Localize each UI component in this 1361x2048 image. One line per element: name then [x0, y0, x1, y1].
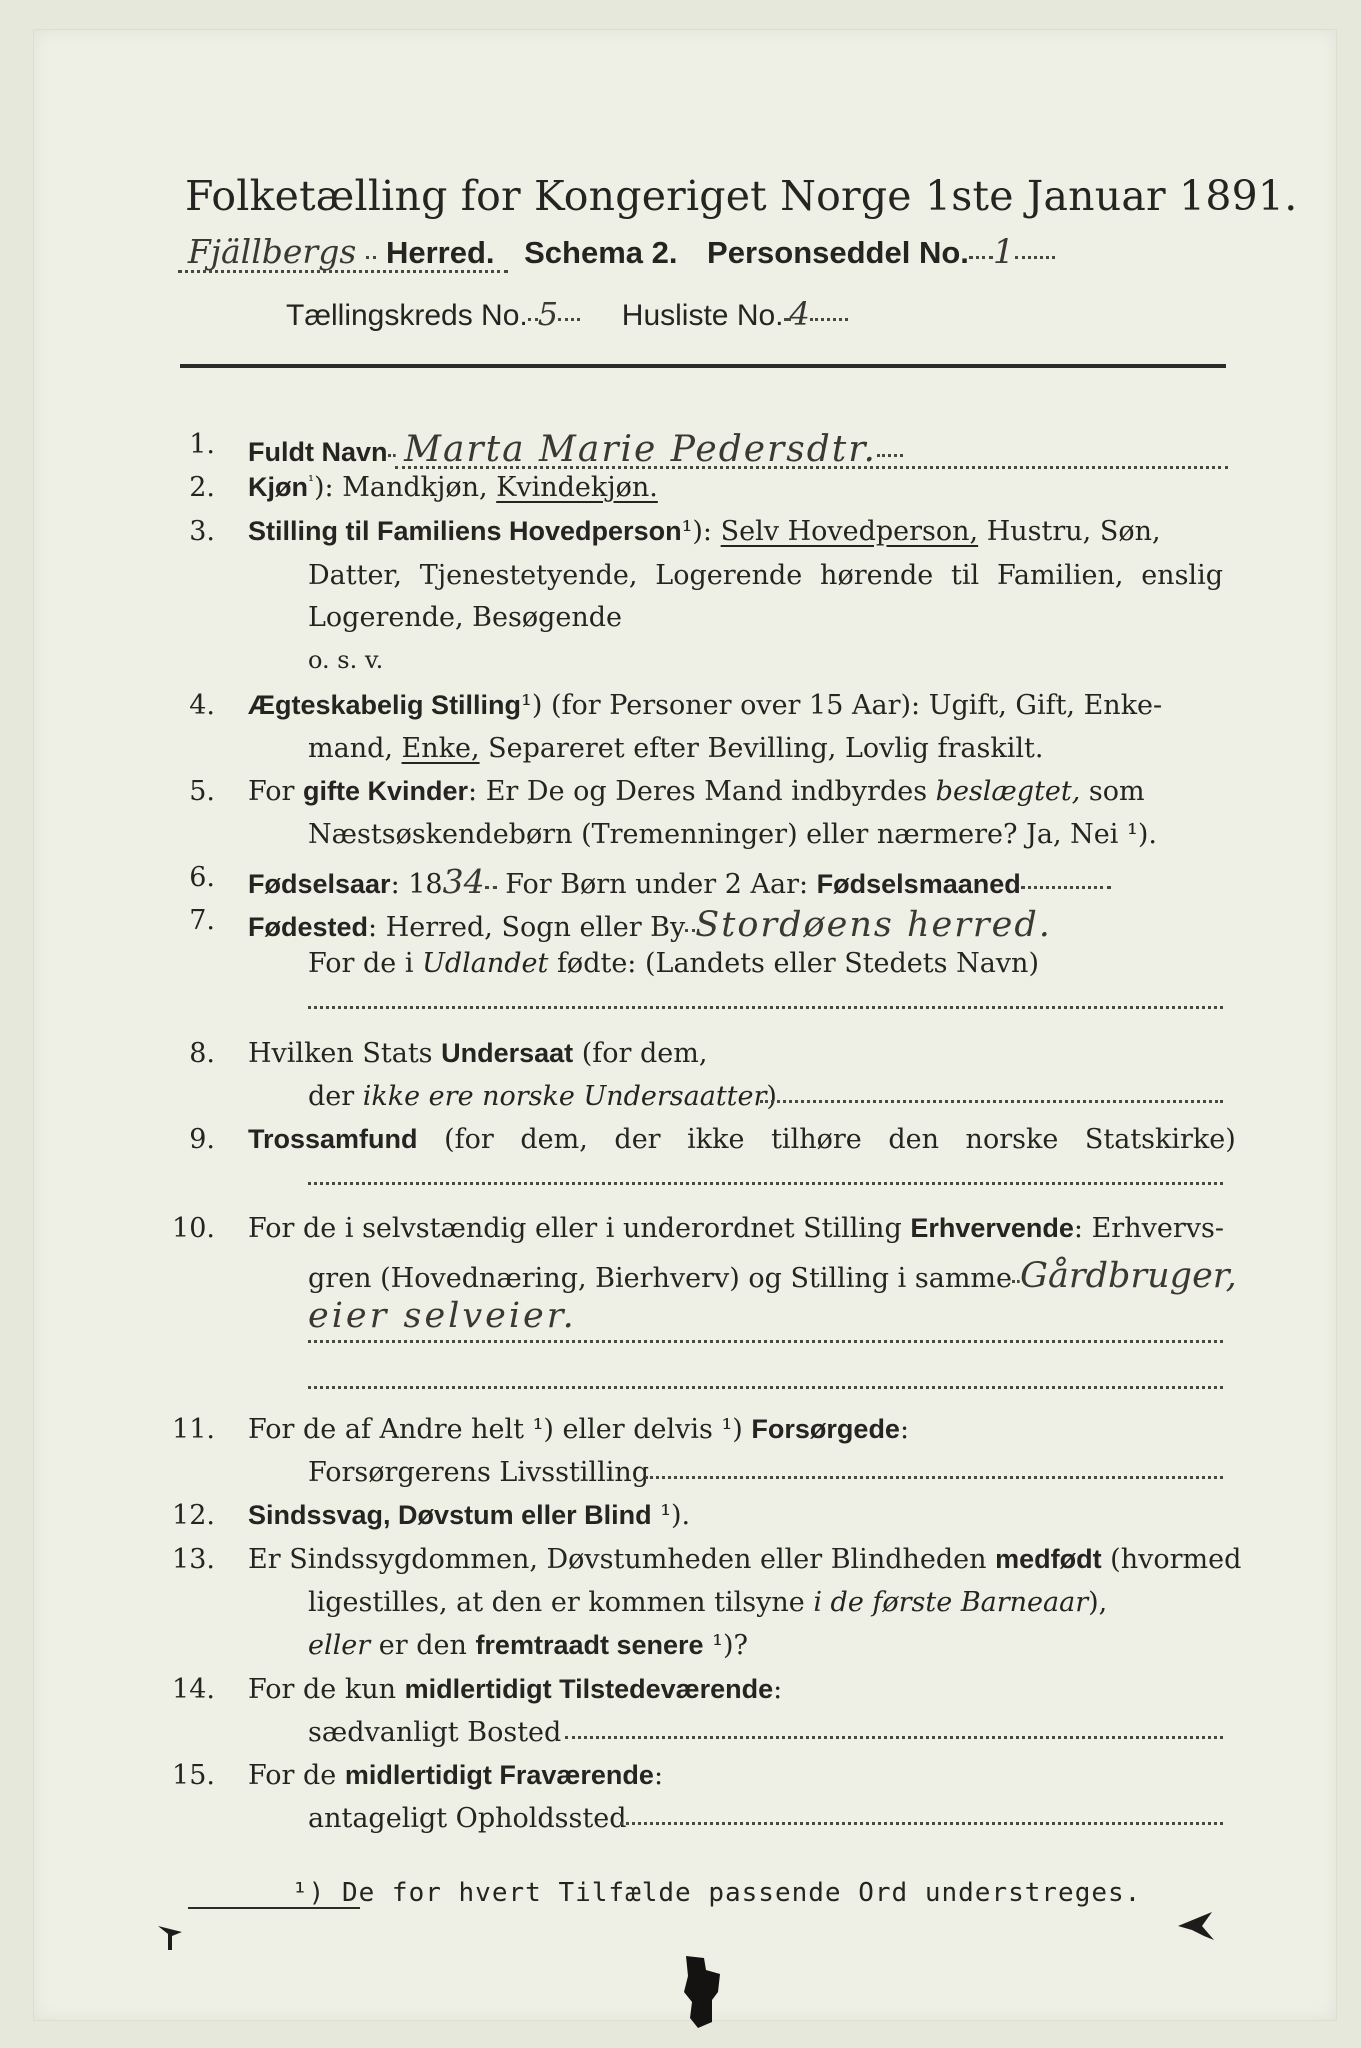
q12-text-a: ¹). — [651, 1500, 691, 1531]
q7-number: 7. — [189, 905, 215, 936]
registration-mark-right — [1174, 1906, 1224, 1946]
q13-line2-a: ligestilles, at den er kommen tilsyne — [308, 1587, 814, 1618]
q9-text-a: (for dem, der ikke tilhøre den norske Statskirke) — [417, 1124, 1236, 1155]
q13-text-b: (hvormed — [1101, 1544, 1242, 1575]
q5-text-a: : Er De og Deres Mand indbyrdes — [468, 776, 936, 807]
q11-text-a: For de af Andre helt ¹) eller delvis ¹) — [248, 1414, 752, 1445]
schema-label: Schema 2. — [524, 235, 678, 270]
q15-text-a: For de — [248, 1760, 345, 1791]
q12-number: 12. — [172, 1500, 215, 1531]
q13-line2-b: ), — [1088, 1587, 1108, 1618]
q8-line2-a: der — [308, 1081, 363, 1112]
header-line-2 — [286, 295, 848, 333]
q15-line2: antageligt Opholdssted — [308, 1803, 627, 1834]
q7-line2-b: fødte: (Landets eller Stedets Navn) — [548, 948, 1039, 979]
q3-text-a: ¹): — [681, 516, 721, 547]
q8-text-b: (for dem, — [573, 1038, 708, 1069]
q10-dotline-2 — [308, 1386, 1223, 1389]
q15-row — [248, 1760, 663, 1791]
q8-text-a: Hvilken Stats — [248, 1038, 442, 1069]
q13-text-a: Er Sindssygdommen, Døvstumheden eller Blindheden — [248, 1544, 996, 1575]
q8-number: 8. — [189, 1038, 215, 1069]
q10-text-b: : Erhvervs- — [1073, 1213, 1224, 1244]
q14-line2: sædvanligt Bosted — [308, 1717, 562, 1748]
q4-row — [248, 690, 1162, 721]
q13-line3-label: fremtraadt senere — [475, 1630, 704, 1660]
q14-dotline — [565, 1736, 1223, 1739]
q14-text-a: For de kun — [248, 1674, 405, 1705]
q3-line-2: Datter, Tjenestetyende, Logerende hørende til Familien, enslig — [308, 560, 1223, 591]
q6-number: 6. — [189, 862, 215, 893]
q13-number: 13. — [172, 1544, 215, 1575]
q1-value: Marta Marie Pedersdtr. — [404, 429, 877, 470]
q6-label-b: Fødselsmaaned — [816, 869, 1021, 899]
q7-label: Fødested — [248, 912, 369, 942]
q11-dotline — [645, 1476, 1223, 1479]
q13-line3-italic: eller — [308, 1630, 371, 1661]
q6-text-a: : 18 — [390, 869, 443, 900]
q3-label: Stilling til Familiens Hovedperson — [248, 516, 682, 546]
q5-label: gifte Kvinder — [303, 776, 469, 806]
q4-line-2 — [308, 733, 1043, 764]
q14-line-2 — [308, 1717, 561, 1748]
q2-label: Kjøn — [248, 472, 308, 502]
header-rule — [180, 364, 1226, 368]
q10-row — [248, 1213, 1224, 1244]
q3-text-b: Hustru, Søn, — [978, 516, 1161, 547]
q13-line-2 — [308, 1587, 1107, 1618]
q7-line2-italic: Udlandet — [422, 948, 549, 979]
q7-value: Stordøens herred. — [695, 905, 1052, 945]
q1-label: Fuldt Navn — [248, 437, 388, 467]
q8-line-2 — [308, 1081, 777, 1112]
q11-line2: Forsørgerens Livsstilling — [308, 1457, 650, 1488]
q1-dotline — [395, 466, 1228, 469]
q13-label: medfødt — [995, 1544, 1102, 1574]
herred-label: Herred. — [385, 235, 495, 270]
q7-line2-a: For de i — [308, 948, 423, 979]
q15-text-b: : — [653, 1760, 664, 1791]
q2-underlined: Kvindekjøn. — [496, 472, 658, 503]
q9-dotline — [308, 1182, 1223, 1185]
q2-sup: ¹ — [308, 472, 315, 490]
q7-row — [248, 905, 1052, 945]
q4-text-a: ¹) (for Personer over 15 Aar): Ugift, Gift, Enke- — [521, 690, 1163, 721]
q9-row — [248, 1124, 1236, 1155]
q11-number: 11. — [172, 1414, 215, 1445]
q10-number: 10. — [172, 1213, 215, 1244]
q2-text: ): Mandkjøn, — [314, 472, 497, 503]
q8-dotline — [760, 1100, 1223, 1103]
q11-row — [248, 1414, 909, 1445]
q10-line-3 — [308, 1296, 577, 1336]
q4-line2-b: Separeret efter Bevilling, Lovlig fraskilt. — [479, 733, 1044, 764]
q12-label: Sindssvag, Døvstum eller Blind — [248, 1500, 652, 1530]
q7-line-2 — [308, 948, 1039, 979]
q2-row — [248, 472, 658, 503]
herred-dotline — [178, 270, 508, 273]
q4-underlined: Enke, — [401, 733, 480, 764]
q13-line-3 — [308, 1630, 748, 1661]
q14-label: midlertidigt Tilstedeværende — [404, 1674, 774, 1704]
q6-row — [248, 862, 1111, 901]
q8-label: Undersaat — [441, 1038, 574, 1068]
husliste-value: 4 — [789, 295, 810, 333]
q5-number: 5. — [189, 776, 215, 807]
q10-value-a: Gårdbruger, — [1020, 1256, 1237, 1296]
q10-line2: gren (Hovednæring, Bierhverv) og Stilling i samme — [308, 1263, 1013, 1294]
q4-line2-a: mand, — [308, 733, 402, 764]
q10-dotline-1 — [308, 1340, 1223, 1343]
herred-value: Fjällbergs — [187, 232, 357, 271]
q5-line-2: Næstsøskendebørn (Tremenninger) eller nærmere? Ja, Nei ¹). — [308, 819, 1157, 850]
q14-row — [248, 1674, 782, 1705]
q1-number: 1. — [189, 429, 215, 460]
q13-line3-b: ¹)? — [703, 1630, 748, 1661]
q3-line-4: o. s. v. — [308, 646, 384, 674]
q12-row — [248, 1500, 690, 1531]
registration-mark-left — [152, 1910, 194, 1952]
header-line-1 — [178, 232, 1055, 272]
q15-label: midlertidigt Fraværende — [344, 1760, 654, 1790]
q15-line-2 — [308, 1803, 627, 1834]
q3-number: 3. — [189, 516, 215, 547]
q7-text-a: : Herred, Sogn eller By — [368, 912, 686, 943]
personseddel-value: 1 — [992, 232, 1015, 272]
q10-value-b: eier selveier. — [308, 1296, 577, 1336]
q10-text-a: For de i selvstændig eller i underordnet Stilling — [248, 1213, 911, 1244]
q11-text-b: : — [899, 1414, 910, 1445]
q14-number: 14. — [172, 1674, 215, 1705]
q6-text-b: For Børn under 2 Aar: — [496, 869, 817, 900]
kreds-label: Tællingskreds No. — [286, 299, 528, 332]
q4-number: 4. — [189, 690, 215, 721]
q9-label: Trossamfund — [248, 1124, 418, 1154]
q13-line2-italic: i de første Barneaar — [813, 1587, 1089, 1618]
form-title: Folketælling for Kongeriget Norge 1ste Januar 1891. — [185, 172, 1298, 220]
q8-row — [248, 1038, 707, 1069]
q10-label: Erhvervende — [910, 1213, 1074, 1243]
q3-underlined: Selv Hovedperson, — [720, 516, 979, 547]
q8-line2-italic: ikke ere norske Undersaatter — [362, 1081, 767, 1112]
kreds-value: 5 — [537, 295, 559, 333]
q1-row — [248, 429, 903, 470]
binding-mark — [668, 1952, 738, 2032]
q11-label: Forsørgede — [751, 1414, 900, 1444]
q13-line3-a: er den — [370, 1630, 476, 1661]
q4-label: Ægteskabelig Stilling — [248, 690, 522, 720]
husliste-label: Husliste No. — [621, 299, 784, 332]
q15-number: 15. — [172, 1760, 215, 1791]
q6-label: Fødselsaar — [248, 869, 391, 899]
q7-dotline — [308, 1006, 1223, 1009]
q8-line2-b: ) — [766, 1081, 777, 1112]
q5-row — [248, 776, 1145, 807]
q14-text-b: : — [773, 1674, 783, 1705]
q5-italic: beslægtet, — [935, 776, 1081, 807]
footnote: ¹) De for hvert Tilfælde passende Ord understreges. — [292, 1878, 1142, 1908]
q5-text-b: som — [1080, 776, 1145, 807]
personseddel-label: Personseddel No. — [707, 235, 969, 270]
q3-line-3: Logerende, Besøgende — [308, 602, 622, 633]
q9-number: 9. — [189, 1124, 215, 1155]
q10-line-2 — [308, 1256, 1237, 1296]
q6-value: 34 — [442, 862, 485, 901]
q13-row — [248, 1544, 1241, 1575]
q5-label-a: For — [248, 776, 304, 807]
q15-dotline — [620, 1822, 1223, 1825]
q2-number: 2. — [189, 472, 215, 503]
q3-row — [248, 516, 1161, 547]
q11-line-2 — [308, 1457, 649, 1488]
